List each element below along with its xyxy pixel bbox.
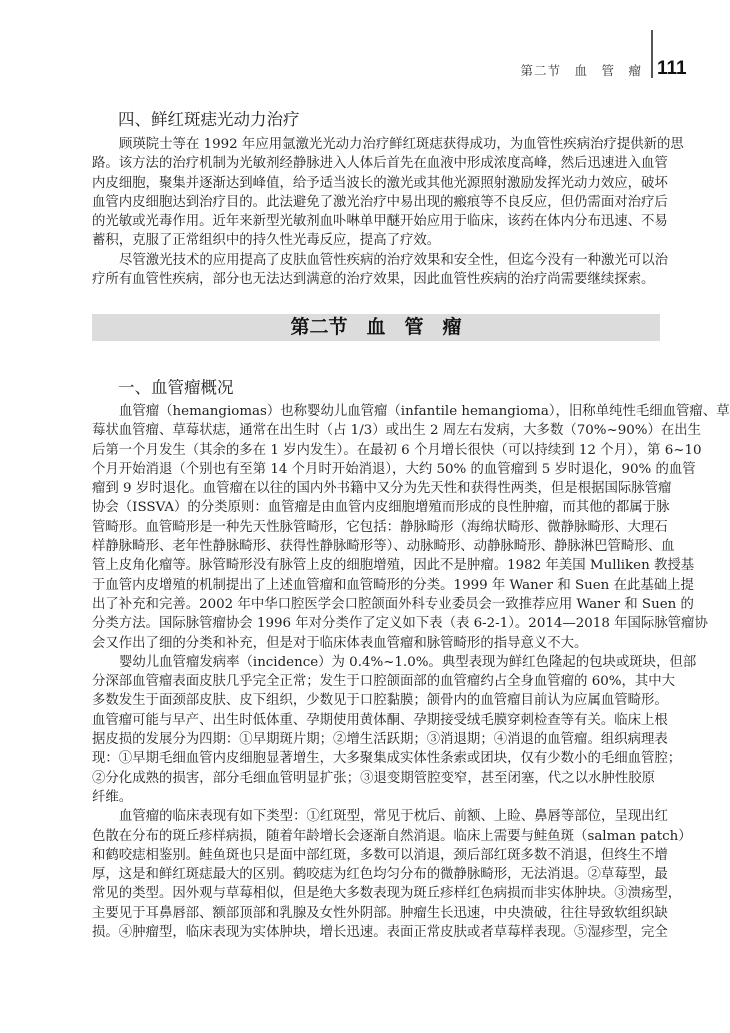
text-line: 婴幼儿血管瘤发病率（incidence）为 0.4%~1.0%。典型表现为鲜红色隆起的包块或斑块，但部 [119,654,697,670]
paragraph [92,135,684,251]
paragraph [92,402,730,653]
text-line: 内皮细胞，聚集并逐渐达到峰值，给予适当波长的激光或其他光源照射激励发挥光动力效应，破坏 [92,175,668,191]
header-divider [651,30,653,78]
text-line: 的光敏或光毒作用。近年来新型光敏剂血卟啉单甲醚开始应用于临床，该药在体内分布迅速、不易 [92,214,668,230]
text-line: 现：①早期毛细血管内皮细胞显著增生，大多聚集成实体性条索或团块，仅有少数小的毛细血管腔； [92,751,682,767]
text-line: 后第一个月发生（其余的多在 1 岁内发生）。在最初 6 个月增长很快（可以持续到 12 个月），第 6~10 [92,442,702,458]
text-line: 样静脉畸形、老年性静脉畸形、获得性静脉畸形等）、动脉畸形、动静脉畸形、静脉淋巴管畸形、血 [92,539,675,555]
text-line: ②分化成熟的损害，部分毛细血管明显扩张；③退变期管腔变窄，甚至闭塞，代之以水肿性胶原 [92,770,655,786]
text-line: 血管瘤（hemangiomas）也称婴幼儿血管瘤（infantile hemangioma），旧称单纯性毛细血管瘤、草 [119,404,730,419]
text-line: 色散在分布的斑丘疹样病损，随着年龄增长会逐渐自然消退。临床上需要与鲑鱼斑（salman patch） [92,828,692,844]
text-line: 莓状血管瘤、草莓状痣，通常在出生时（占 1/3）或出生 2 周左右发病，大多数（70%~90%）在出生 [92,423,702,439]
paragraph [92,653,697,807]
text-line: 出了补充和完善。2002 年中华口腔医学会口腔颌面外科专业委员会一致推荐应用 Waner 和 Suen 的 [92,596,694,612]
section-pdt-body [92,135,684,289]
text-line: 管上皮角化瘤等。脉管畸形没有脉管上皮的细胞增殖，因此不是肿瘤。1982 年美国 Mulliken 教授基 [92,558,695,574]
text-line: 分类方法。国际脉管瘤协会 1996 年对分类作了定义如下表（表 6-2-1）。2014—2018 年国际脉管瘤协 [92,616,708,632]
text-line: 血管瘤的临床表现有如下类型：①红斑型，常见于枕后、前额、上睑、鼻唇等部位，呈现出红 [119,809,669,825]
section-title-banner: 第二节 血 管 瘤 [92,314,660,341]
text-line: 据皮损的发展分为四期：①早期斑片期；②增生活跃期；③消退期；④消退的血管瘤。组织病理表 [92,732,668,748]
text-line: 尽管激光技术的应用提高了皮肤血管性疾病的治疗效果和安全性，但迄今没有一种激光可以治 [119,252,669,268]
text-line: 会又作出了细的分类和补充，但是对于临床体表血管瘤和脉管畸形的指导意义不大。 [92,635,588,651]
text-line: 主要见于耳鼻唇部、额部顶部和乳腺及女性外阴部。肿瘤生长迅速，中央溃破，往往导致软组织缺 [92,905,668,921]
text-line: 于血管内皮增殖的机制提出了上述血管瘤和血管畸形的分类。1999 年 Waner 和 Suen 在此基础上提 [92,577,694,593]
text-line: 瘤到 9 岁时退化。血管瘤在以往的国内外书籍中又分为先天性和获得性两类，但是根据国际脉管瘤 [92,481,672,497]
text-line: 路。该方法的治疗机制为光敏剂经静脉进入人体后首先在血液中形成浓度高峰，然后迅速进入血管 [92,156,668,172]
text-line: 厚，这是和鲜红斑痣最大的区别。鹤咬痣为红色均匀分布的微静脉畸形，无法消退。②草莓型，最 [92,867,668,883]
text-line: 多数发生于面颈部皮肤、皮下组织，少数见于口腔黏膜；颌骨内的血管瘤目前认为应属血管畸形。 [92,693,668,709]
text-line: 协会（ISSVA）的分类原则：血管瘤是由血管内皮细胞增殖而形成的良性肿瘤，而其他的都属于脉 [92,500,670,516]
text-line: 管畸形。血管畸形是一种先天性脉管畸形，它包括：静脉畸形（海绵状畸形、微静脉畸形、大理石 [92,519,668,535]
section-overview-body [92,402,730,942]
section-heading-pdt: 四、鲜红斑痣光动力治疗 [118,110,300,129]
text-line: 疗所有血管性疾病，部分也无法达到满意的治疗效果，因此血管性疾病的治疗尚需要继续探索。 [92,272,655,288]
running-header-section: 第二节 血 管 瘤 [520,63,642,78]
paragraph [92,807,692,942]
text-line: 顾瑛院士等在 1992 年应用氩激光光动力治疗鲜红斑痣获得成功，为血管性疾病治疗提供新的思 [119,137,684,152]
page-number: 111 [657,58,687,79]
text-line: 血管内皮细胞达到治疗目的。此法避免了激光治疗中易出现的瘢痕等不良反应，但仍需面对治疗后 [92,194,668,210]
text-line: 血管瘤可能与早产、出生时低体重、孕期使用黄体酮、孕期接受绒毛膜穿刺检查等有关。临床上根 [92,712,668,728]
text-line: 蓄积，克服了正常组织中的持久性光毒反应，提高了疗效。 [92,233,441,249]
text-line: 分深部血管瘤表面皮肤几乎完全正常；发生于口腔颌面部的血管瘤约占全身血管瘤的 60%，其中大 [92,674,676,690]
text-line: 常见的类型。因外观与草莓相似，但是绝大多数表现为斑丘疹样红色病损而非实体肿块。③溃疡型， [92,886,682,902]
text-line: 纤维。 [92,789,133,805]
text-line: 损。④肿瘤型，临床表现为实体肿块，增长迅速。表面正常皮肤或者草莓样表现。⑤湿疹型，完全 [92,925,668,941]
section-heading-overview: 一、血管瘤概况 [118,378,234,397]
paragraph [92,251,669,290]
text-line: 和鹤咬痣相鉴别。鲑鱼斑也只是面中部红斑，多数可以消退，颈后部红斑多数不消退，但终生不增 [92,847,668,863]
text-line: 个月开始消退（个别也有至第 14 个月时开始消退），大约 50% 的血管瘤到 5 岁时退化，90% 的血管 [92,461,696,477]
